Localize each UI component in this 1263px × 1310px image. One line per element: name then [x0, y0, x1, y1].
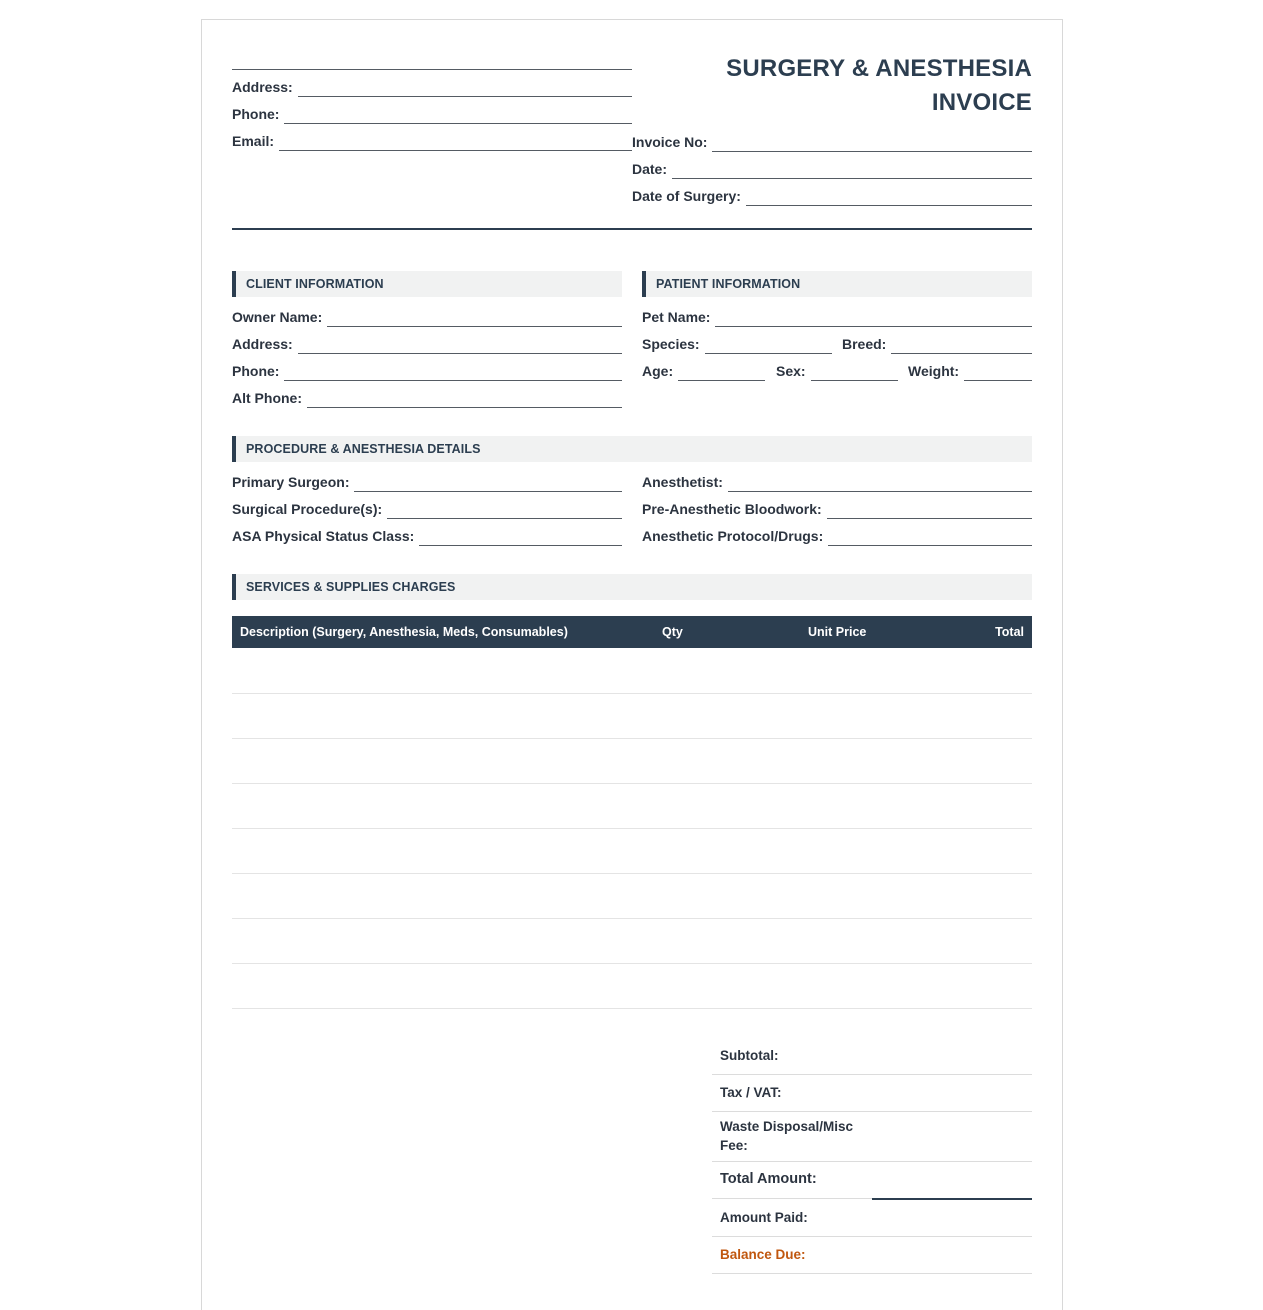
waste-fee-label-line2: Fee: [720, 1138, 748, 1153]
anesthetist-field[interactable] [642, 472, 1032, 492]
breed-line[interactable] [891, 335, 1032, 354]
species-field[interactable] [642, 334, 832, 354]
age-label: Age: [642, 363, 674, 379]
invoice-no-line[interactable] [712, 133, 1032, 152]
pet-name-label: Pet Name: [642, 309, 711, 325]
tax-label: Tax / VAT: [720, 1085, 782, 1100]
breed-label: Breed: [842, 336, 887, 352]
total-amount-label: Total Amount: [720, 1171, 817, 1187]
header-divider [232, 228, 1032, 230]
amount-paid-row[interactable] [712, 1199, 1032, 1237]
client-phone-field[interactable] [232, 361, 622, 381]
invoice-title [726, 52, 1032, 120]
clinic-email-field[interactable] [232, 131, 632, 151]
asa-class-label: ASA Physical Status Class: [232, 528, 415, 544]
col-total: Total [995, 625, 1024, 639]
client-info-heading: CLIENT INFORMATION [232, 271, 622, 297]
client-alt-phone-label: Alt Phone: [232, 390, 302, 406]
primary-surgeon-field[interactable] [232, 472, 622, 492]
client-phone-line[interactable] [284, 362, 622, 381]
balance-due-label: Balance Due: [720, 1247, 806, 1262]
invoice-page [201, 19, 1063, 1310]
invoice-title-line2: INVOICE [931, 89, 1032, 116]
owner-name-line[interactable] [327, 308, 622, 327]
col-qty: Qty [662, 625, 683, 639]
tax-row[interactable] [712, 1075, 1032, 1112]
table-row[interactable] [232, 738, 1032, 739]
protocol-line[interactable] [828, 527, 1032, 546]
clinic-email-label: Email: [232, 133, 275, 149]
invoice-no-label: Invoice No: [632, 134, 708, 150]
bloodwork-label: Pre-Anesthetic Bloodwork: [642, 501, 822, 517]
table-row[interactable] [232, 1008, 1032, 1009]
waste-fee-label-line1: Waste Disposal/Misc [720, 1119, 854, 1134]
surgery-date-label: Date of Surgery: [632, 188, 741, 204]
owner-name-label: Owner Name: [232, 309, 323, 325]
table-row[interactable] [232, 783, 1032, 784]
age-field[interactable] [642, 361, 765, 381]
clinic-address-field[interactable] [232, 77, 632, 97]
client-phone-label: Phone: [232, 363, 280, 379]
weight-line[interactable] [964, 362, 1032, 381]
invoice-no-field[interactable] [632, 132, 1032, 152]
age-line[interactable] [678, 362, 765, 381]
clinic-email-line[interactable] [279, 132, 632, 151]
owner-name-field[interactable] [232, 307, 622, 327]
client-address-field[interactable] [232, 334, 622, 354]
client-alt-phone-field[interactable] [232, 388, 622, 408]
invoice-date-field[interactable] [632, 159, 1032, 179]
table-row[interactable] [232, 963, 1032, 964]
protocol-label: Anesthetic Protocol/Drugs: [642, 528, 824, 544]
surgical-procedures-line[interactable] [387, 500, 622, 519]
species-line[interactable] [705, 335, 832, 354]
anesthetist-line[interactable] [728, 473, 1032, 492]
amount-paid-label: Amount Paid: [720, 1210, 808, 1225]
table-row[interactable] [232, 918, 1032, 919]
weight-field[interactable] [908, 361, 1032, 381]
sex-field[interactable] [776, 361, 898, 381]
clinic-address-line[interactable] [298, 78, 632, 97]
charges-table-header [232, 616, 1032, 648]
surgical-procedures-label: Surgical Procedure(s): [232, 501, 383, 517]
clinic-address-label: Address: [232, 79, 293, 95]
species-label: Species: [642, 336, 700, 352]
surgical-procedures-field[interactable] [232, 499, 622, 519]
procedure-heading: PROCEDURE & ANESTHESIA DETAILS [232, 436, 1032, 462]
subtotal-row[interactable] [712, 1038, 1032, 1075]
clinic-name-line[interactable] [232, 50, 632, 70]
patient-info-heading: PATIENT INFORMATION [642, 271, 1032, 297]
total-amount-row[interactable] [712, 1162, 1032, 1199]
sex-line[interactable] [811, 362, 898, 381]
client-address-line[interactable] [298, 335, 622, 354]
surgery-date-field[interactable] [632, 186, 1032, 206]
clinic-phone-line[interactable] [284, 105, 632, 124]
balance-due-row[interactable] [712, 1237, 1032, 1274]
surgery-date-line[interactable] [746, 187, 1032, 206]
primary-surgeon-line[interactable] [354, 473, 622, 492]
anesthetist-label: Anesthetist: [642, 474, 723, 490]
clinic-phone-label: Phone: [232, 106, 280, 122]
invoice-date-label: Date: [632, 161, 668, 177]
invoice-date-line[interactable] [672, 160, 1032, 179]
protocol-field[interactable] [642, 526, 1032, 546]
client-alt-phone-line[interactable] [307, 389, 622, 408]
client-address-label: Address: [232, 336, 293, 352]
subtotal-label: Subtotal: [720, 1048, 779, 1063]
col-unit-price: Unit Price [808, 625, 867, 639]
asa-class-line[interactable] [419, 527, 622, 546]
asa-class-field[interactable] [232, 526, 622, 546]
weight-label: Weight: [908, 363, 960, 379]
table-row[interactable] [232, 828, 1032, 829]
table-row[interactable] [232, 873, 1032, 874]
table-row[interactable] [232, 693, 1032, 694]
bloodwork-field[interactable] [642, 499, 1032, 519]
pet-name-line[interactable] [715, 308, 1032, 327]
waste-fee-row[interactable] [712, 1112, 1032, 1162]
col-description: Description (Surgery, Anesthesia, Meds, Consumables) [240, 625, 568, 639]
sex-label: Sex: [776, 363, 806, 379]
charges-heading: SERVICES & SUPPLIES CHARGES [232, 574, 1032, 600]
bloodwork-line[interactable] [827, 500, 1032, 519]
clinic-phone-field[interactable] [232, 104, 632, 124]
breed-field[interactable] [842, 334, 1032, 354]
pet-name-field[interactable] [642, 307, 1032, 327]
invoice-title-line1: SURGERY & ANESTHESIA [726, 55, 1032, 82]
primary-surgeon-label: Primary Surgeon: [232, 474, 350, 490]
